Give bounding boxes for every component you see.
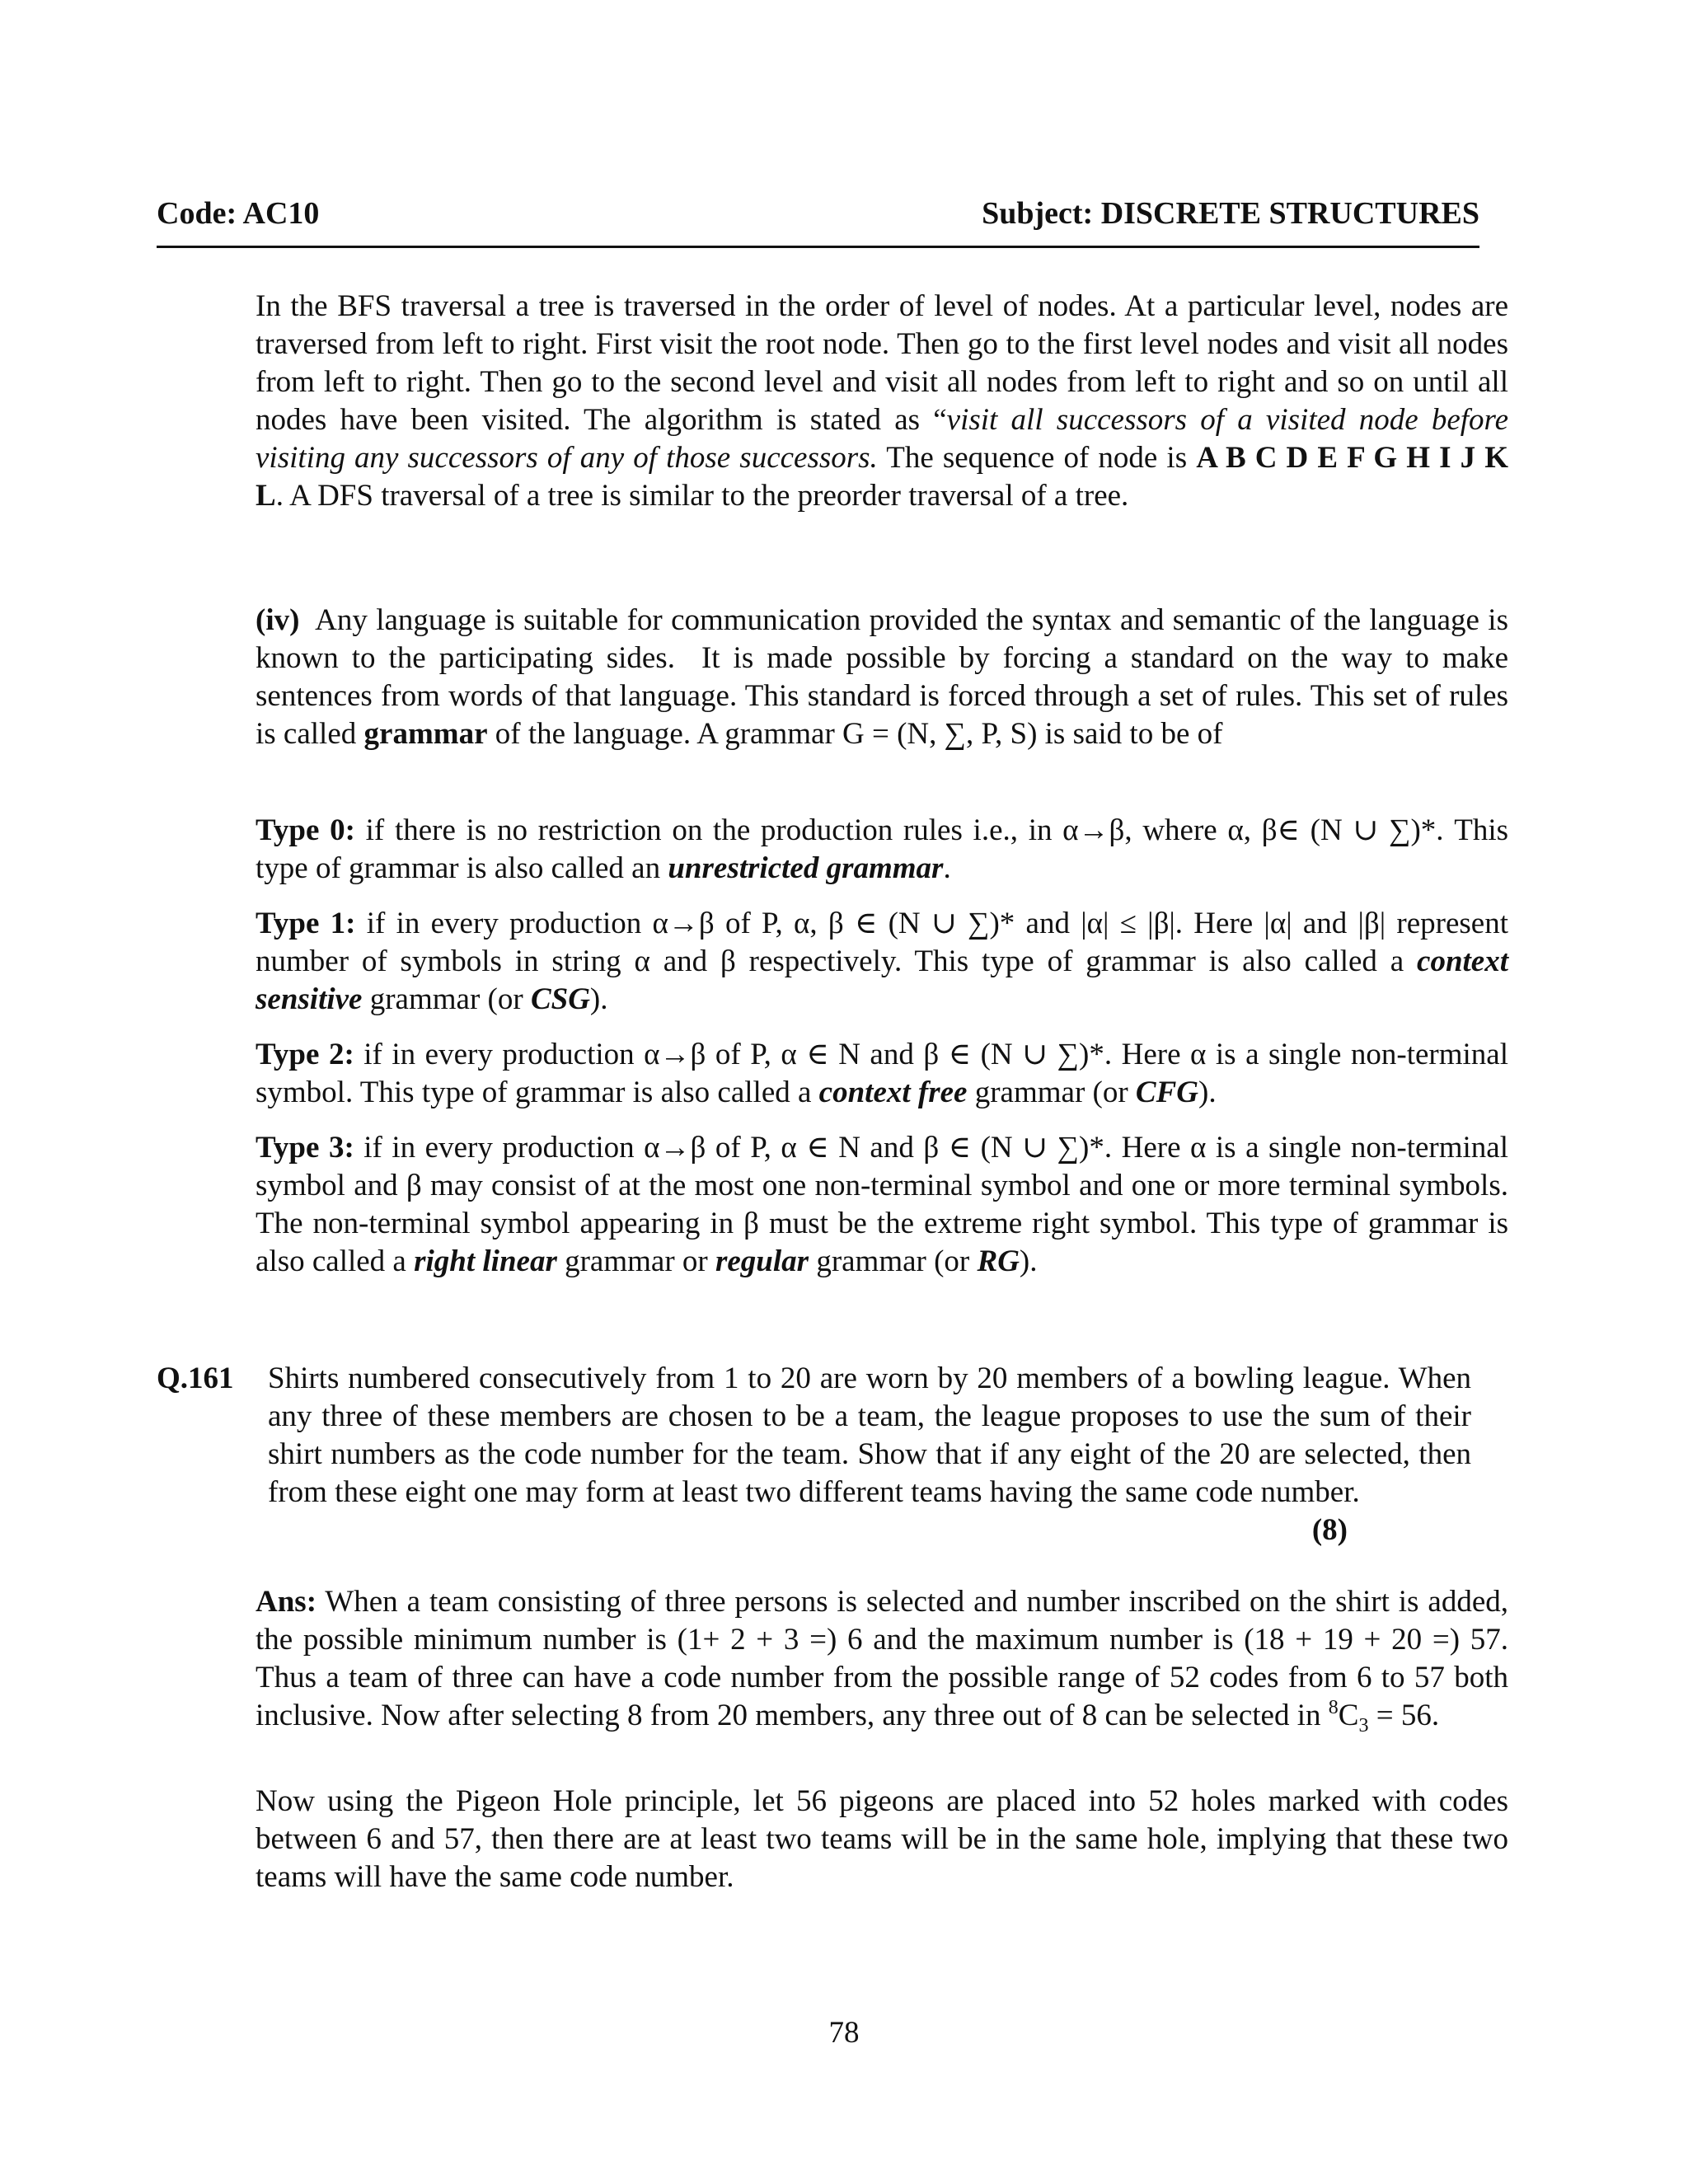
type3-abbr: RG: [977, 1244, 1020, 1278]
type1-abbr: CSG: [530, 982, 590, 1016]
answer-text-1: When a team consisting of three persons is selected and number inscribed on the shirt is added, the possible minimum number is (1+ 2 + 3 =) 6 and the maximum number is (18 + 19 + 20 =) 57. Thus a team of three can have a code number from the possible range of 52 codes from 6 to 57 both inclusive. Now after selecting 8 from 20 members, any three out of 8 can be selected in: [256, 1585, 1508, 1732]
pigeonhole-paragraph: Now using the Pigeon Hole principle, let 56 pigeons are placed into 52 holes marked with codes between 6 and 57, then there are at least two teams will be in the same hole, implying that these two teams will have the same code number.: [256, 1784, 1508, 1894]
course-code: Code: AC10: [157, 196, 320, 231]
answer-paragraph: [256, 1583, 1508, 1735]
type3-text-3: grammar (or: [809, 1244, 978, 1278]
combination-superscript: 8: [1328, 1697, 1339, 1718]
type1-text-3: ).: [589, 982, 608, 1016]
type0-paragraph: [256, 812, 1508, 888]
combination-symbol: C: [1338, 1699, 1359, 1732]
answer-text-2: = 56.: [1368, 1699, 1440, 1732]
type0-text-1: if there is no restriction on the production rules i.e., in α→β, where α, β∈ (N ∪ ∑)*. This type of grammar is also called an: [256, 813, 1508, 885]
part-iv-text-2: of the language. A grammar G = (N, ∑, P, S) is said to be of: [487, 717, 1223, 751]
question-number: Q.161: [157, 1361, 234, 1395]
type2-text-2: grammar (or: [967, 1076, 1136, 1109]
type2-text-3: ).: [1198, 1076, 1217, 1109]
type3-term-2: regular: [715, 1244, 809, 1278]
type1-term: context sensitive: [256, 944, 1508, 1016]
bfs-sequence: A B C D E F G H I J K L: [256, 441, 1508, 513]
subject-title: Subject: DISCRETE STRUCTURES: [982, 196, 1479, 231]
grammar-term: grammar: [363, 717, 488, 751]
type0-label: Type 0:: [256, 813, 355, 847]
type2-paragraph: [256, 1036, 1508, 1112]
type0-term: unrestricted grammar: [668, 851, 944, 885]
type2-text-1: if in every production α→β of P, α ∈ N and β ∈ (N ∪ ∑)*. Here α is a single non-terminal symbol. This type of grammar is also called a: [256, 1038, 1508, 1109]
question-text: [268, 1360, 1471, 1549]
type1-paragraph: [256, 905, 1508, 1019]
question-body: Shirts numbered consecutively from 1 to 20 are worn by 20 members of a bowling league. When any three of these members are chosen to be a team, the league proposes to use the sum of their shirt numbers as the code number for the team. Show that if any eight of the 20 are selected, then from these eight one may form at least two different teams having the same code number.: [268, 1361, 1471, 1509]
page-number: 78: [828, 2016, 860, 2050]
type3-term-1: right linear: [414, 1244, 557, 1278]
type2-abbr: CFG: [1135, 1076, 1198, 1109]
type2-label: Type 2:: [256, 1038, 354, 1071]
type3-text-2: grammar or: [556, 1244, 715, 1278]
type1-text-1: if in every production α→β of P, α, β ∈ (N ∪ ∑)* and |α| ≤ |β|. Here |α| and |β| represent number of symbols in string α and β respectively. This type of grammar is also called a: [256, 907, 1508, 978]
question-marks: (8): [1311, 1513, 1348, 1547]
part-iv-label: (iv): [256, 603, 300, 637]
bfs-text-1: In the BFS traversal a tree is traversed in the order of level of nodes. At a particular level, nodes are traversed from left to right. First visit the root node. Then go to the first level nodes and visit all nodes from left to right. Then go to the second level and visit all nodes from left to right and so on until all nodes have been visited. The algorithm is stated as “: [256, 289, 1508, 437]
page-header: [157, 194, 1479, 248]
type3-paragraph: [256, 1129, 1508, 1281]
bfs-quote: visit all successors of a visited node before visiting any successors of any of those successors.: [256, 403, 1508, 475]
type1-text-2: grammar (or: [362, 982, 531, 1016]
answer-label: Ans:: [256, 1585, 317, 1619]
type1-label: Type 1:: [256, 907, 356, 940]
part-iv-text-1: Any language is suitable for communication provided the syntax and semantic of the language is known to the participating sides. It is made possible by forcing a standard on the way to make sentences from words of that language. This standard is forced through a set of rules. This set of rules is called: [256, 603, 1517, 751]
type3-text-1: if in every production α→β of P, α ∈ N and β ∈ (N ∪ ∑)*. Here α is a single non-terminal symbol and β may consist of at the most one non-terminal symbol and one or more terminal symbols. The non-terminal symbol appearing in β must be the extreme right symbol. This type of grammar is also called a: [256, 1131, 1508, 1278]
type3-label: Type 3:: [256, 1131, 354, 1165]
bfs-paragraph: [256, 288, 1508, 515]
bfs-text-2: The sequence of node is: [877, 441, 1197, 475]
bfs-text-3: . A DFS traversal of a tree is similar to the preorder traversal of a tree.: [275, 479, 1129, 513]
type3-text-4: ).: [1019, 1244, 1038, 1278]
type0-text-2: .: [943, 851, 951, 885]
combination-subscript: 3: [1358, 1715, 1369, 1736]
part-iv-paragraph: [256, 602, 1517, 753]
type2-term: context free: [818, 1076, 968, 1109]
